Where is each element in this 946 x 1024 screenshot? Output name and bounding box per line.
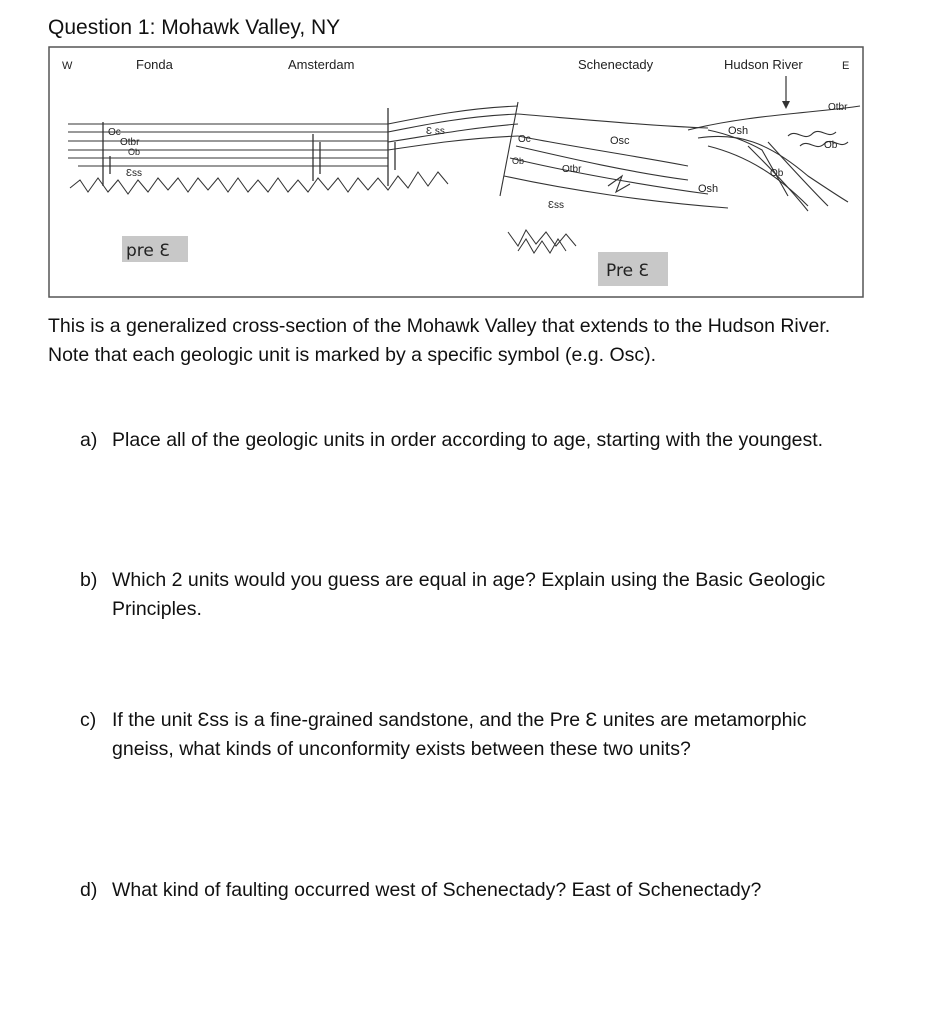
question-b-text: Which 2 units would you guess are equal in age? Explain using the Basic Geologic Principles. [112, 569, 826, 620]
unit-oc-west: Oc [108, 127, 121, 138]
unit-otbr-west: Otbr [120, 137, 140, 148]
unit-oc-mid: Oc [518, 134, 531, 145]
unit-otbr-east: Otbr [828, 102, 848, 113]
unit-osh-top: Osh [728, 125, 749, 137]
unit-ess-mid: Ɛ ss [426, 126, 445, 137]
question-c-letter: c) [80, 709, 97, 731]
unit-pre-east: Pre Ɛ [606, 261, 649, 281]
question-d-letter: d) [80, 879, 98, 901]
dir-east-label: E [842, 60, 850, 72]
cross-section-figure [48, 46, 864, 298]
unit-ob-mid: Ob [512, 156, 525, 166]
question-title: Question 1: Mohawk Valley, NY [48, 16, 341, 39]
unit-osc: Osc [610, 135, 630, 147]
unit-pre-west: pre Ɛ [126, 241, 170, 261]
question-c-text: If the unit Ɛss is a fine-grained sandstone, and the Pre Ɛ unites are metamorphic gneiss, what kinds of unconformity exists between these two units? [112, 709, 807, 760]
dir-west-label: W [62, 60, 73, 72]
unit-otbr-mid: Otbr [562, 164, 582, 175]
place-hudson-river: Hudson River [724, 57, 803, 72]
question-a-text: Place all of the geologic units in order according to age, starting with the youngest. [112, 429, 824, 451]
place-schenectady: Schenectady [578, 57, 654, 72]
description-paragraph: This is a generalized cross-section of the Mohawk Valley that extends to the Hudson River. Note that each geologic unit is marked by a specific symbol (e.g. Osc). [48, 315, 831, 366]
cross-section-diagram [48, 46, 864, 298]
unit-osh-low: Osh [698, 183, 719, 195]
question-d-text: What kind of faulting occurred west of Schenectady? East of Schenectady? [112, 879, 762, 901]
unit-ob-far: Ob [824, 140, 838, 151]
unit-ob-west: Ob [128, 147, 141, 157]
unit-ess-low: Ɛss [548, 200, 565, 211]
question-b-letter: b) [80, 569, 98, 591]
place-amsterdam: Amsterdam [288, 57, 355, 72]
place-fonda: Fonda [136, 57, 173, 72]
question-a-letter: a) [80, 429, 98, 451]
unit-ess-west: Ɛss [126, 168, 143, 179]
unit-ob-east: Ob [770, 168, 784, 179]
